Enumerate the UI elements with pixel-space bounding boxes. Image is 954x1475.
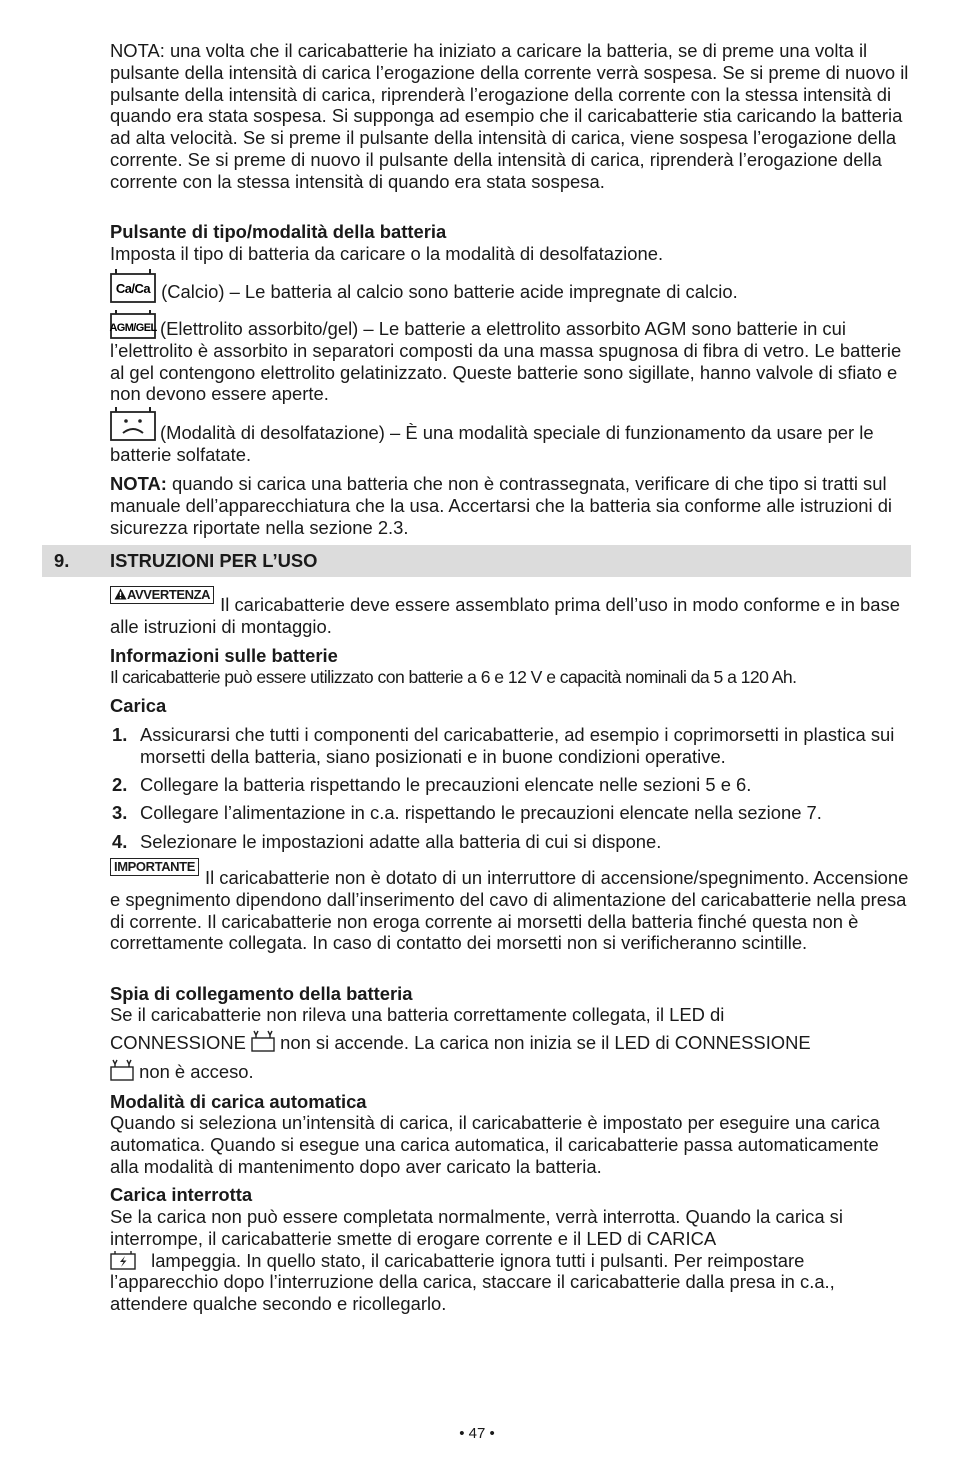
- list-item: [110, 802, 910, 824]
- spia-line3-text: non è acceso.: [134, 1061, 254, 1082]
- spia-line2-rest: non si accende. La carica non inizia se il LED di CONNESSIONE: [275, 1032, 811, 1053]
- section-title: ISTRUZIONI PER L’USO: [110, 550, 318, 571]
- desolf-row: [110, 406, 910, 466]
- avvertenza-text: Il caricabatterie deve essere assemblato prima dell’uso in modo conforme e in base alle istruzioni di montaggio.: [110, 594, 900, 637]
- calcio-text: (Calcio) – Le batteria al calcio sono batterie acide impregnate di calcio.: [161, 281, 738, 302]
- spia-line1: Se il caricabatterie non rileva una batteria correttamente collegata, il LED di: [110, 1004, 725, 1025]
- list-item-text: Selezionare le impostazioni adatte alla batteria di cui si dispone.: [140, 831, 662, 852]
- avvertenza-label: AVVERTENZA: [127, 587, 211, 602]
- list-item: [110, 724, 910, 768]
- list-item-number: 4.: [112, 831, 128, 852]
- tipo-heading: Pulsante di tipo/modalità della batteria: [110, 221, 447, 242]
- avvertenza-badge: [110, 586, 214, 604]
- desulfation-mode-icon: [110, 406, 156, 442]
- importante-block: [110, 858, 910, 954]
- section-number: 9.: [54, 550, 70, 571]
- agm-row: [110, 309, 910, 405]
- spia-line3: [110, 1059, 910, 1083]
- connection-led-icon: [251, 1030, 275, 1052]
- tipo-intro: Imposta il tipo di batteria da caricare o la modalità di desolfatazione.: [110, 243, 664, 264]
- info-heading: Informazioni sulle batterie: [110, 645, 338, 666]
- connection-led-icon: [110, 1059, 134, 1081]
- info-text: Il caricabatterie può essere utilizzato con batterie a 6 e 12 V e capacità nominali da 5 a 120 Ah.: [110, 667, 797, 687]
- tipo-nota-label: NOTA:: [110, 473, 167, 494]
- battery-agm-gel-icon: [110, 309, 156, 339]
- nota-top-paragraph: NOTA: una volta che il caricabatterie ha iniziato a caricare la batteria, se di preme una volta il pulsante della intensità di carica l’erogazione della corrente verrà sospesa. Se si preme di nuovo il pulsante della intensità di carica, riprenderà l’erogazione della corrente con la stessa intensità di quando era stata sospesa. Si supponga ad esempio che il caricabatterie stia caricando la batteria ad alta velocità. Se si preme il pulsante della intensità di carica, viene sospesa l’erogazione della corrente. Se si preme di nuovo il pulsante della intensità di carica, riprenderà l’erogazione della corrente con la stessa intensità di quando era stata sospesa.: [110, 40, 909, 192]
- avvertenza-block: [110, 586, 910, 638]
- page-number: • 47 •: [459, 1425, 495, 1442]
- spia-connessione-label: CONNESSIONE: [110, 1032, 252, 1053]
- list-item-text: Collegare l’alimentazione in c.a. rispettando le precauzioni elencate nella sezione 7.: [140, 802, 822, 823]
- auto-heading: Modalità di carica automatica: [110, 1091, 367, 1112]
- charging-led-icon: [110, 1250, 136, 1270]
- spia-line2: [110, 1030, 910, 1054]
- agm-text: (Elettrolito assorbito/gel) – Le batterie a elettrolito assorbito AGM sono batterie in cui l’elettrolito è assorbito in separatori composti da una massa spugnosa di fibra di vetro. Le batterie al gel contengono elettrolito gelatinizzato. Queste batterie sono sigillate, hanno valvole di sfiato e non devono essere aperte.: [110, 318, 902, 405]
- calcio-row: [110, 268, 910, 304]
- list-item-text: Assicurarsi che tutti i componenti del caricabatterie, ad esempio i coprimorsetti in plastica sui morsetti della batteria, siano posizionati e in buone condizioni operative.: [140, 724, 895, 767]
- battery-calcium-icon: [110, 268, 156, 304]
- tipo-nota: [110, 473, 910, 538]
- list-item-number: 1.: [112, 724, 128, 745]
- list-item-text: Collegare la batteria rispettando le precauzioni elencate nelle sezioni 5 e 6.: [140, 774, 752, 795]
- warning-triangle-icon: [114, 588, 127, 600]
- interrotta-text: [110, 1206, 910, 1315]
- interrotta-text-a: Se la carica non può essere completata normalmente, verrà interrotta. Quando la carica si interrompe, il caricabatterie smette di erogare corrente e il LED di CARICA: [110, 1206, 843, 1249]
- importante-text: Il caricabatterie non è dotato di un interruttore di accensione/spegnimento. Accensione e spegnimento dipendono dall’inserimento del cavo di alimentazione del caricabatterie nella presa di corrente. Il caricabatterie non eroga corrente ai morsetti della batteria finché questa non è correttamente collegata. In caso di contatto dei morsetti non si verificheranno scintille.: [110, 867, 909, 954]
- interrotta-text-b: lampeggia. In quello stato, il caricabatterie ignora tutti i pulsanti. Per reimpostare l’apparecchio dopo l’interruzione della carica, staccare il caricabatterie dalla presa in c.a., attendere qualche secondo e ricollegarlo.: [110, 1249, 835, 1315]
- list-item: [110, 774, 910, 796]
- svg-text:AGM/GEL: AGM/GEL: [109, 322, 157, 334]
- spia-heading: Spia di collegamento della batteria: [110, 983, 413, 1004]
- list-item-number: 2.: [112, 774, 128, 795]
- list-item-number: 3.: [112, 802, 128, 823]
- list-item: [110, 831, 910, 853]
- importante-badge: IMPORTANTE: [110, 858, 199, 876]
- section-header-bar: [42, 545, 911, 577]
- svg-text:Ca/Ca: Ca/Ca: [115, 281, 151, 296]
- interrotta-heading: Carica interrotta: [110, 1184, 253, 1205]
- desolf-text: (Modalità di desolfatazione) – È una modalità speciale di funzionamento da usare per le batterie solfatate.: [110, 422, 874, 465]
- tipo-nota-text: quando si carica una batteria che non è contrassegnata, verificare di che tipo si tratti sul manuale dell’apparecchiatura che la usa. Accertarsi che la batteria sia conforme alle istruzioni di sicurezza riportate nella sezione 2.3.: [110, 473, 893, 538]
- auto-text: Quando si seleziona un’intensità di carica, il caricabatterie è impostato per eseguire una carica automatica. Quando si esegue una carica automatica, il caricabatterie passa automaticamente alla modalità di mantenimento dopo aver caricato la batteria.: [110, 1112, 880, 1177]
- carica-heading: Carica: [110, 695, 167, 716]
